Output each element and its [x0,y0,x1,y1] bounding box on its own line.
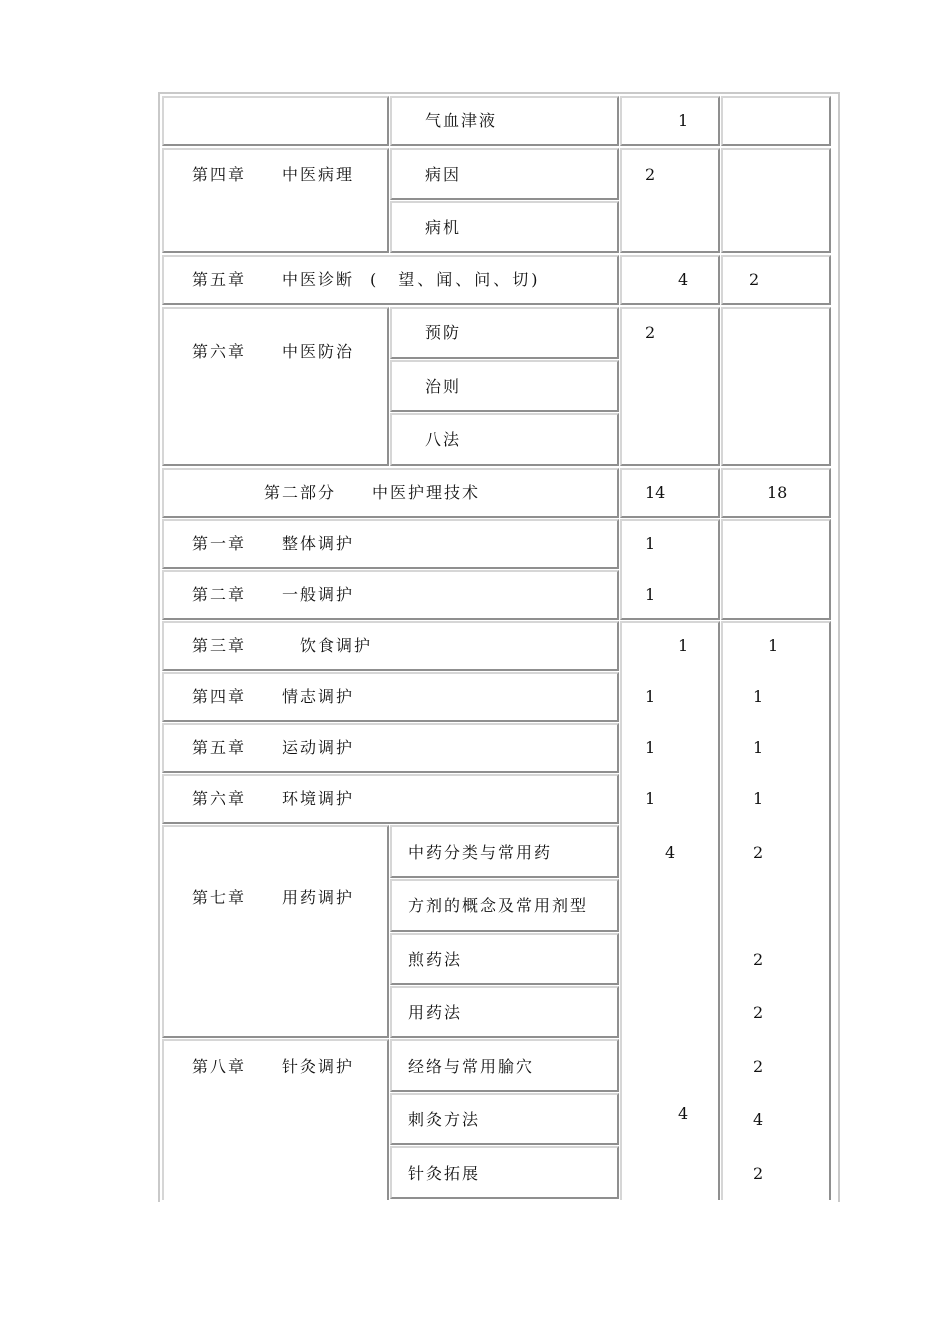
table-cell [721,96,831,146]
table-cell [620,255,720,305]
hours-value: 2 [753,950,764,969]
hours-value: 14 [645,483,666,502]
section-label: 病因 [425,165,462,184]
table-cell [721,148,831,253]
table-cell [620,96,720,146]
section-label: 刺灸方法 [408,1110,481,1129]
table-cell [162,307,389,466]
chapter-title: 环境调护 [282,789,355,808]
chapter-title: 中医防治 [282,342,355,361]
hours-value: 4 [665,843,676,862]
chapter-title: 运动调护 [282,738,355,757]
chapter-title: 针灸调护 [282,1057,355,1076]
section-label: 煎药法 [408,950,463,969]
chapter-label: 第一章 [192,534,247,553]
table-cell [721,255,831,305]
hours-value: 2 [749,270,760,289]
hours-value: 4 [753,1110,764,1129]
table-cell [162,825,389,1038]
section-label: 方剂的概念及常用剂型 [408,896,589,915]
hours-value: 2 [753,843,764,862]
table-cell [162,148,389,253]
hours-value: 2 [753,1003,764,1022]
chapter-title: 用药调护 [282,888,355,907]
hours-value: 2 [645,323,656,342]
part-label: 第二部分 [264,483,337,502]
section-label: 病机 [425,218,462,237]
section-label: 预防 [425,323,462,342]
section-label: 治则 [425,377,462,396]
hours-value: 18 [767,483,788,502]
hours-value: 1 [753,687,764,706]
part-title: 中医护理技术 [372,483,481,502]
hours-value: 4 [678,1104,689,1123]
table-cell [721,519,831,620]
chapter-label: 第四章 [192,687,247,706]
chapter-note: ( 望、闻、问、切) [370,270,541,289]
hours-value: 2 [753,1057,764,1076]
hours-value: 2 [645,165,656,184]
section-label: 经络与常用腧穴 [408,1057,535,1076]
hours-value: 1 [753,789,764,808]
table-cell [620,519,720,620]
chapter-title: 一般调护 [282,585,355,604]
hours-value: 1 [768,636,779,655]
table-cell [620,621,720,1200]
hours-value: 1 [678,636,689,655]
chapter-label: 第六章 [192,789,247,808]
table-cell [620,468,720,518]
table-cell [162,96,389,146]
chapter-title: 中医诊断 [282,270,355,289]
chapter-title: 中医病理 [282,165,355,184]
chapter-label: 第四章 [192,165,247,184]
chapter-title: 整体调护 [282,534,355,553]
section-label: 针灸拓展 [408,1164,481,1183]
section-label: 中药分类与常用药 [408,843,553,862]
table-cell [620,148,720,253]
chapter-label: 第六章 [192,342,247,361]
hours-value: 1 [645,687,656,706]
hours-value: 1 [753,738,764,757]
hours-value: 1 [645,585,656,604]
chapter-title: 饮食调护 [300,636,373,655]
hours-value: 1 [645,534,656,553]
table-cell [721,621,831,1200]
hours-value: 4 [678,270,689,289]
chapter-title: 情志调护 [282,687,355,706]
hours-value: 2 [753,1164,764,1183]
section-label: 用药法 [408,1003,463,1022]
hours-value: 1 [678,111,689,130]
section-label: 八法 [425,430,462,449]
hours-value: 1 [645,789,656,808]
section-label: 气血津液 [425,111,498,130]
hours-value: 1 [645,738,656,757]
table-cell [721,307,831,466]
chapter-label: 第五章 [192,738,247,757]
chapter-label: 第七章 [192,888,247,907]
chapter-label: 第三章 [192,636,247,655]
chapter-label: 第二章 [192,585,247,604]
table-cell [620,307,720,466]
chapter-label: 第五章 [192,270,247,289]
chapter-label: 第八章 [192,1057,247,1076]
